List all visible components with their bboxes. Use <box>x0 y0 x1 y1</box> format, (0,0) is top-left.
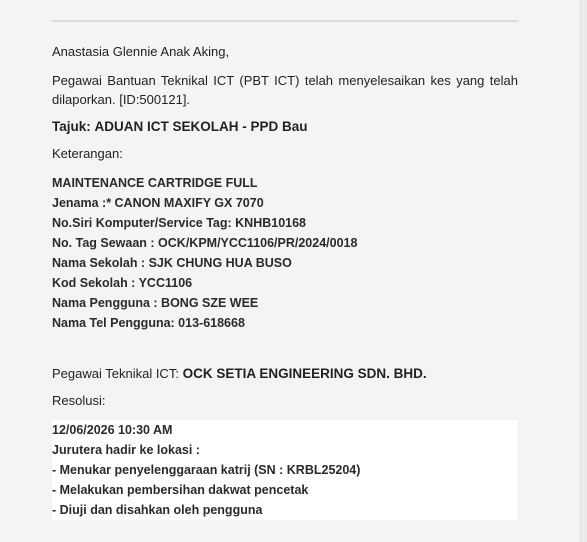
resolution-label: Resolusi: <box>52 393 106 408</box>
resolution-line-clean: - Melakukan pembersihan dakwat pencetak <box>52 483 309 497</box>
subject-label: Tajuk: <box>52 119 91 134</box>
resolution-line-verified: - Diuji dan disahkan oleh pengguna <box>52 503 263 517</box>
detail-line-brand: Jenama :* CANON MAXIFY GX 7070 <box>52 196 264 210</box>
detail-line-serial: No.Siri Komputer/Service Tag: KNHB10168 <box>52 216 307 230</box>
description-details <box>52 173 518 333</box>
subject-value: ADUAN ICT SEKOLAH - PPD Bau <box>94 119 308 134</box>
resolution-line-visit: Jurutera hadir ke lokasi : <box>52 443 200 457</box>
detail-line-school-code: Kod Sekolah : YCC1106 <box>52 276 193 290</box>
scrollbar-edge[interactable] <box>580 0 587 542</box>
description-label: Keterangan: <box>52 146 123 161</box>
top-divider <box>52 20 518 22</box>
detail-line-user-name: Nama Pengguna : BONG SZE WEE <box>52 296 259 310</box>
greeting-text: Anastasia Glennie Anak Aking, <box>52 44 230 59</box>
resolution-datetime: 12/06/2026 10:30 AM <box>52 423 173 437</box>
resolution-line-replace: - Menukar penyelenggaraan katrij (SN : KRBL25204) <box>52 463 361 477</box>
resolution-box <box>52 420 518 520</box>
detail-line-rental-tag: No. Tag Sewaan : OCK/KPM/YCC1106/PR/2024/0018 <box>52 236 358 250</box>
technician-value: OCK SETIA ENGINEERING SDN. BHD. <box>182 366 427 381</box>
detail-line-user-phone: Nama Tel Pengguna: 013-618668 <box>52 316 245 330</box>
intro-paragraph: Pegawai Bantuan Teknikal ICT (PBT ICT) telah menyelesaikan kes yang telah dilaporkan. [ID:500121]. <box>52 73 518 107</box>
detail-line-issue: MAINTENANCE CARTRIDGE FULL <box>52 176 258 190</box>
technician-label: Pegawai Teknikal ICT: <box>52 366 179 381</box>
technician-line <box>52 364 427 384</box>
subject-line <box>52 117 308 137</box>
detail-line-school-name: Nama Sekolah : SJK CHUNG HUA BUSO <box>52 256 292 270</box>
